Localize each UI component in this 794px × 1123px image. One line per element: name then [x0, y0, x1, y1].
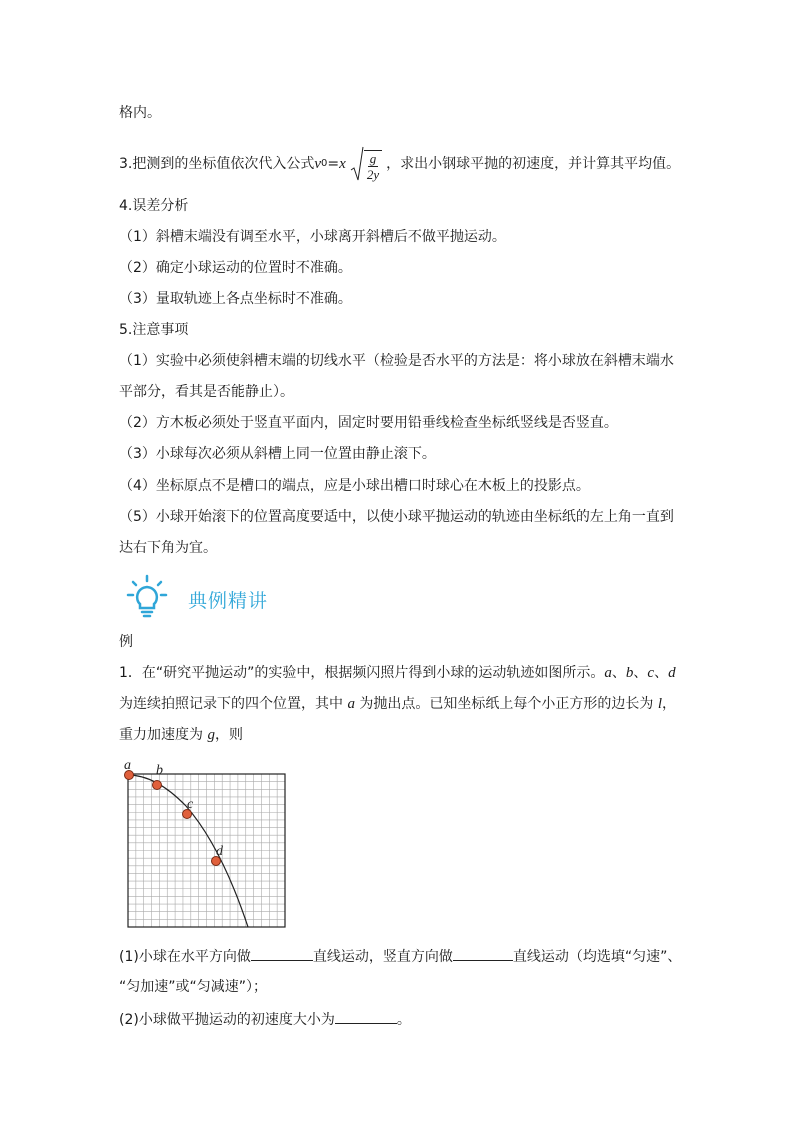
label-c: c — [187, 797, 194, 812]
var-g: g — [207, 727, 215, 743]
text: 为抛出点。已知坐标纸上每个小正方形的边长为 — [354, 696, 658, 712]
text-line: （5）小球开始滚下的位置高度要适中，以使小球平抛运动的轨迹由坐标纸的左上角一直到 — [119, 509, 674, 525]
var-d: d — [668, 665, 676, 681]
ball-b — [153, 781, 162, 790]
text: 。 — [396, 1012, 411, 1028]
text-line: （3）小球每次必须从斜槽上同一位置由静止滚下。 — [119, 446, 436, 462]
fraction — [364, 150, 382, 182]
heading-error-analysis: 4.误差分析 — [119, 198, 189, 214]
grid — [128, 774, 285, 927]
question-line — [119, 725, 243, 745]
text: 重力加速度为 — [119, 727, 208, 743]
lightbulb-icon — [124, 573, 170, 619]
label-d: d — [216, 844, 223, 859]
text: (1)小球在水平方向做 — [119, 949, 251, 965]
text-line: （4）坐标原点不是槽口的端点，应是小球出槽口时球心在木板上的投影点。 — [119, 478, 590, 494]
text-line: 达右下角为宜。 — [119, 540, 217, 556]
question-1 — [119, 946, 681, 967]
text: 直线运动（均选填“匀速”、 — [512, 949, 682, 965]
text: 1．在“研究平抛运动”的实验中，根据频闪照片得到小球的运动轨迹如图所示。 — [119, 665, 605, 681]
answer-blank[interactable] — [251, 946, 313, 961]
text: ，则 — [214, 727, 243, 743]
question-line — [119, 663, 676, 683]
answer-blank[interactable] — [453, 946, 513, 961]
sqrt-expression — [350, 146, 382, 182]
formula-line — [119, 144, 680, 184]
sqrt-sign-icon — [350, 146, 364, 182]
var-a: a — [347, 696, 355, 712]
question-line — [119, 694, 676, 714]
text-line: 格内。 — [119, 105, 161, 121]
text-line: （2）确定小球运动的位置时不准确。 — [119, 260, 352, 276]
text-line: 平部分，看其是否能静止）。 — [119, 384, 294, 400]
sep: 、 — [654, 665, 669, 681]
label-b: b — [156, 763, 163, 778]
question-1-cont: “匀加速”或“匀减速”）； — [119, 979, 268, 995]
answer-blank[interactable] — [335, 1009, 397, 1024]
subscript: 0 — [321, 158, 328, 169]
text: 为连续拍照记录下的四个位置，其中 — [119, 696, 348, 712]
text: (2)小球做平抛运动的初速度大小为 — [119, 1012, 335, 1028]
trajectory-figure — [116, 756, 292, 932]
var-c: c — [647, 665, 655, 681]
section-title: 典例精讲 — [188, 590, 269, 612]
question-2 — [119, 1009, 411, 1030]
heading-notes: 5.注意事项 — [119, 322, 189, 338]
var-x: x — [339, 156, 346, 172]
sep: 、 — [633, 665, 648, 681]
text-line: （1）实验中必须使斜槽末端的切线水平（检验是否水平的方法是：将小球放在斜槽末端水 — [119, 353, 674, 369]
label-a: a — [124, 758, 131, 773]
equals: = — [327, 156, 340, 172]
example-label: 例 — [119, 634, 133, 650]
var-l: l — [657, 696, 663, 712]
numerator: g — [369, 151, 377, 166]
text: 直线运动，竖直方向做 — [312, 949, 453, 965]
denominator: 2y — [366, 167, 380, 182]
var-a: a — [604, 665, 612, 681]
text-line: （2）方木板必须处于竖直平面内，固定时要用铅垂线检查坐标纸竖线是否竖直。 — [119, 415, 618, 431]
text: 3.把测到的坐标值依次代入公式 — [119, 156, 315, 172]
var-b: b — [625, 665, 634, 681]
text: ， — [662, 696, 677, 712]
sep: 、 — [611, 665, 626, 681]
var-v: v — [314, 156, 322, 172]
text-line: （3）量取轨迹上各点坐标时不准确。 — [119, 291, 352, 307]
text: ，求出小钢球平抛的初速度，并计算其平均值。 — [386, 156, 681, 172]
text-line: （1）斜槽末端没有调至水平，小球离开斜槽后不做平抛运动。 — [119, 229, 506, 245]
